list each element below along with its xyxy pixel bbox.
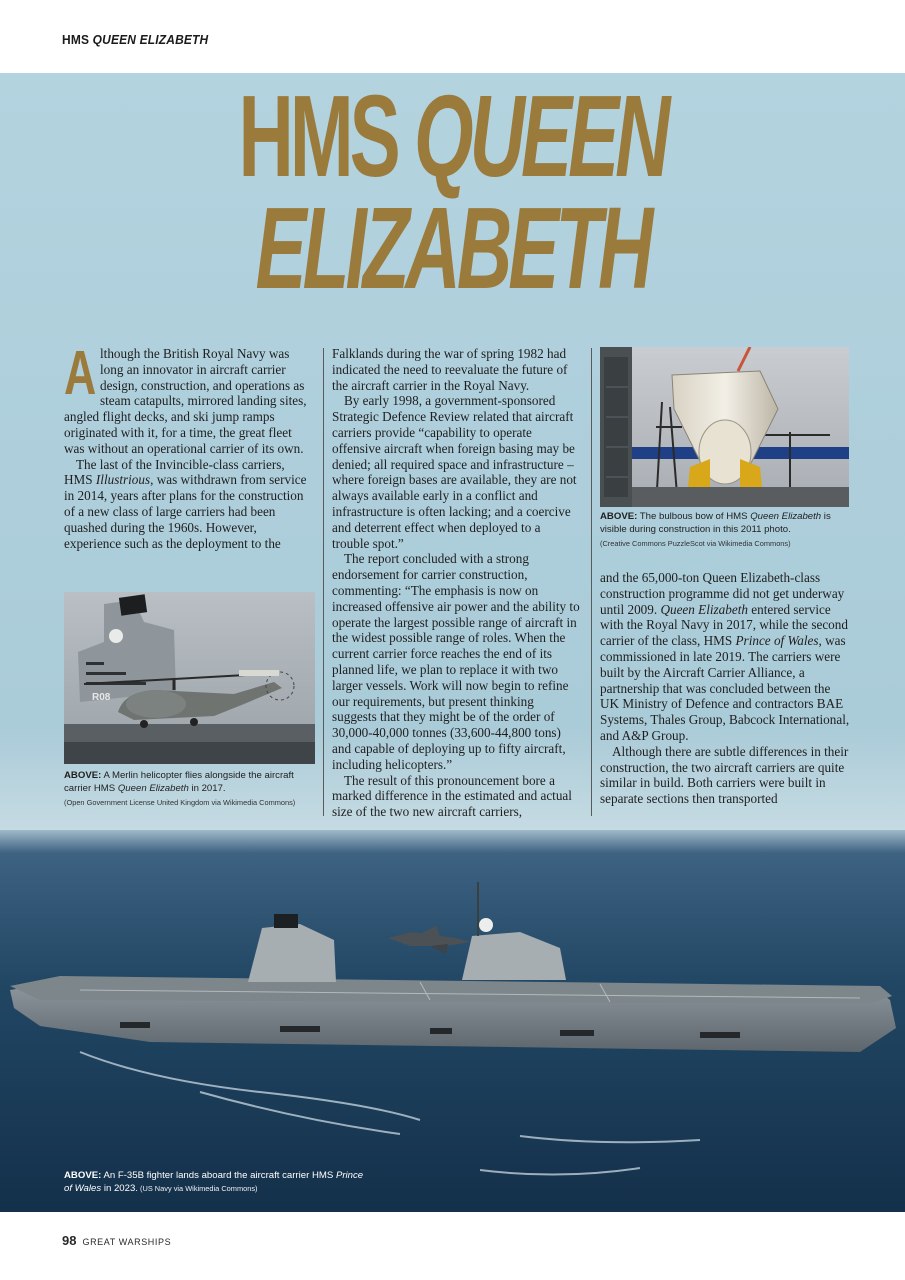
caption-label: ABOVE: (64, 1170, 102, 1181)
ship-name: Illustrious (95, 472, 151, 488)
hull-number: R08 (92, 692, 111, 703)
column-divider (591, 348, 592, 816)
paragraph: The result of this pronouncement bore a marked difference in the estimated and actual size of the two new aircraft carriers, (332, 772, 572, 820)
caption-text: is visible during construction in this 2011 photo. (600, 511, 831, 535)
caption-text: An F-35B fighter lands aboard the aircraft carrier HMS (101, 1170, 336, 1181)
body-column-3 (600, 570, 850, 807)
photo-credit: (Creative Commons PuzzleScot via Wikimedia Commons) (600, 539, 791, 548)
paragraph-text: , was withdrawn from service in 2014, years after plans for the construction of a new class of large carriers had been quashed during the 1960s. However, experience such as the deployment to the (64, 472, 307, 551)
photo-credit: (US Navy via Wikimedia Commons) (137, 1183, 258, 1193)
caption-text: A Merlin helicopter flies alongside the aircraft carrier HMS (64, 770, 294, 794)
merlin-helicopter-photo (64, 592, 315, 764)
caption-text: in 2023. (101, 1182, 138, 1194)
body-column-1 (64, 339, 314, 551)
paragraph-text: The last of the Invincible-class carriers, HMS (64, 456, 285, 488)
paragraph-text: , was commissioned in late 2019. The carriers were built by the Aircraft Carrier Alliance, a partnership that was concluded between the UK Ministry of Defence and contractors BAE Systems, Thales Group, Babcock International, and A&P Group. (600, 633, 850, 743)
body-column-2 (332, 346, 580, 820)
paragraph: The report concluded with a strong endorsement for carrier construction, commenting: “The emphasis is now on increased offensive air power and the ability to operate the largest possible range of aircraft in the widest possible range of roles. When the current carrier force reaches the end of its planned life, we plan to replace it with two larger vessels. Work will now begin to refine our requirements, but present thinking suggests that they might be of the order of 30,000-40,000 tonnes (33,600-44,800 tons) and capable of deploying up to fifty aircraft, including helicopters.” (332, 551, 580, 772)
column-divider (323, 348, 324, 816)
merlin-helicopter-illustration (64, 592, 315, 764)
carrier-at-sea-photo (0, 830, 905, 1212)
caption-text: The bulbous bow of HMS (637, 511, 751, 522)
title-elizabeth: ELIZABETH (255, 183, 650, 313)
running-head (62, 32, 208, 47)
paragraph (600, 570, 850, 744)
paragraph (64, 339, 314, 457)
photo-credit: (Open Government License United Kingdom via Wikimedia Commons) (64, 798, 296, 807)
paragraph-text: lthough the British Royal Navy was long an innovator in aircraft carrier design, construction, and operations as steam catapults, mirrored landing sites, angled flight decks, and ski jump ramps originated with it, for a time, the great fleet was without an operational carrier of its own. (64, 346, 307, 456)
paragraph (64, 457, 314, 552)
title-hms: HMS (238, 71, 397, 201)
ship-name: Prince of Wales (64, 1170, 364, 1194)
paragraph: By early 1998, a government-sponsored Strategic Defence Review related that aircraft carriers provide “capability to operate offensive aircraft when foreign basing may be denied; all required space and infrastructure – where foreign bases are available, they are not always available early in a conflict and infrastructure is often lacking; and a coercive and deterrent effect when deployed to a trouble spot.” (332, 393, 577, 551)
paragraph-text: entered service with the Royal Navy in 2017, while the second carrier of the class, HMS (600, 601, 848, 649)
ship-name: Queen Elizabeth (117, 782, 189, 794)
drop-cap: A (64, 339, 97, 408)
carrier-at-sea-illustration (0, 830, 905, 1212)
caption-label: ABOVE: (600, 511, 638, 522)
title-line-1 (154, 71, 751, 201)
paragraph: Although there are subtle differences in their construction, the two aircraft carriers are quite similar in build. Both carriers were built in separate sections then transported (600, 743, 849, 807)
running-head-prefix: HMS (62, 32, 90, 47)
ship-name: Queen Elizabeth (750, 511, 822, 522)
paragraph: Falklands during the war of spring 1982 had indicated the need to reevaluate the future of the aircraft carrier in the Royal Navy. (332, 346, 568, 393)
page-number: 98 (62, 1233, 77, 1248)
f35-photo-caption (64, 1170, 364, 1195)
bow-construction-illustration (600, 347, 849, 507)
ship-name: Queen Elizabeth (660, 601, 748, 617)
publication-title: GREAT WARSHIPS (82, 1237, 172, 1247)
merlin-photo-caption (64, 770, 315, 810)
ship-name: Prince of Wales (735, 633, 819, 649)
paragraph-text: and the 65,000-ton Queen Elizabeth-class construction programme did not get underway until 2009. (600, 570, 845, 617)
article-title (0, 71, 905, 313)
bow-photo-caption (600, 511, 849, 551)
running-head-italic: QUEEN ELIZABETH (92, 32, 209, 47)
title-queen: QUEEN (414, 71, 667, 201)
caption-text: in 2017. (188, 782, 226, 794)
caption-label: ABOVE: (64, 770, 102, 781)
page-folio (62, 1233, 171, 1248)
bow-construction-photo (600, 347, 849, 507)
